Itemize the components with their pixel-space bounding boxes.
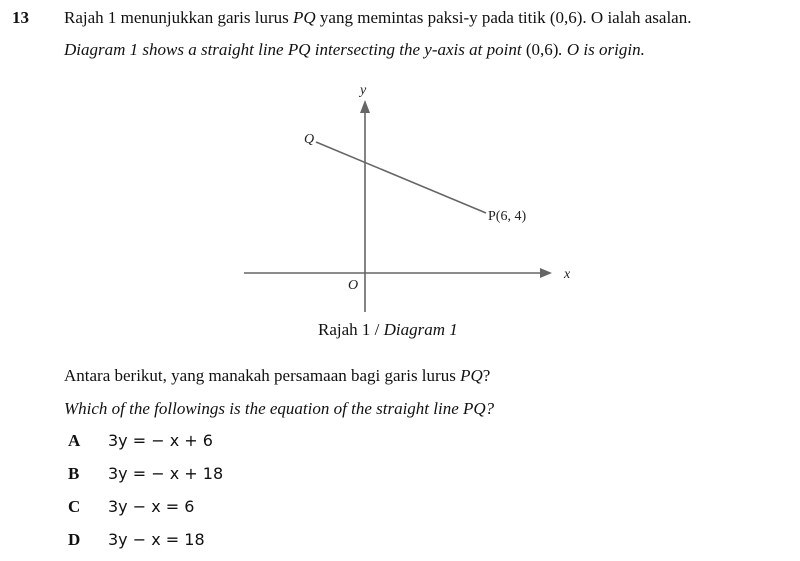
option-a[interactable] bbox=[68, 431, 213, 451]
prompt-malay-part: Antara berikut, yang manakah persamaan bagi garis lurus bbox=[64, 366, 461, 385]
y-axis-label: y bbox=[360, 83, 367, 98]
option-c[interactable] bbox=[68, 497, 194, 517]
option-equation: 3y − x = 6 bbox=[108, 497, 195, 516]
option-equation: 3y − x = 18 bbox=[108, 530, 205, 549]
point-p-label: P(6, 4) bbox=[488, 209, 527, 224]
question-number: 13 bbox=[12, 8, 29, 27]
english-text-part: Diagram 1 shows a straight line PQ intersecting the y-axis at point bbox=[64, 40, 526, 59]
origin-label: O bbox=[348, 278, 359, 293]
question-text-malay bbox=[64, 8, 691, 28]
english-point: (0,6) bbox=[525, 40, 559, 59]
prompt-malay-part: ? bbox=[482, 366, 491, 385]
caption-english: Diagram 1 bbox=[383, 320, 458, 339]
option-equation: 3y = − x + 18 bbox=[108, 464, 224, 483]
diagram-line-pq bbox=[230, 80, 590, 320]
option-letter: B bbox=[68, 464, 80, 483]
x-axis-arrow bbox=[540, 268, 552, 278]
option-equation: 3y = − x + 6 bbox=[108, 431, 213, 450]
prompt-english: Which of the followings is the equation of the straight line PQ? bbox=[64, 399, 495, 418]
english-text-part: . O is origin. bbox=[558, 40, 645, 59]
malay-text-part: yang memintas paksi-y pada titik (0,6). O ialah asalan. bbox=[315, 8, 692, 27]
question-text-english bbox=[64, 40, 645, 60]
prompt-malay-line: PQ bbox=[460, 366, 483, 385]
prompt-malay bbox=[64, 366, 490, 386]
option-d[interactable] bbox=[68, 530, 205, 550]
option-letter: D bbox=[68, 530, 81, 549]
option-letter: C bbox=[68, 497, 81, 516]
caption-malay: Rajah 1 / bbox=[318, 320, 384, 339]
option-letter: A bbox=[68, 431, 81, 450]
diagram-caption bbox=[318, 320, 458, 340]
point-q-label: Q bbox=[304, 132, 315, 147]
malay-line-name: PQ bbox=[293, 8, 316, 27]
y-axis-arrow bbox=[360, 100, 370, 113]
option-b[interactable] bbox=[68, 464, 223, 484]
malay-text-part: Rajah 1 menunjukkan garis lurus bbox=[64, 8, 293, 27]
line-pq bbox=[316, 142, 486, 213]
x-axis-label: x bbox=[564, 267, 571, 282]
